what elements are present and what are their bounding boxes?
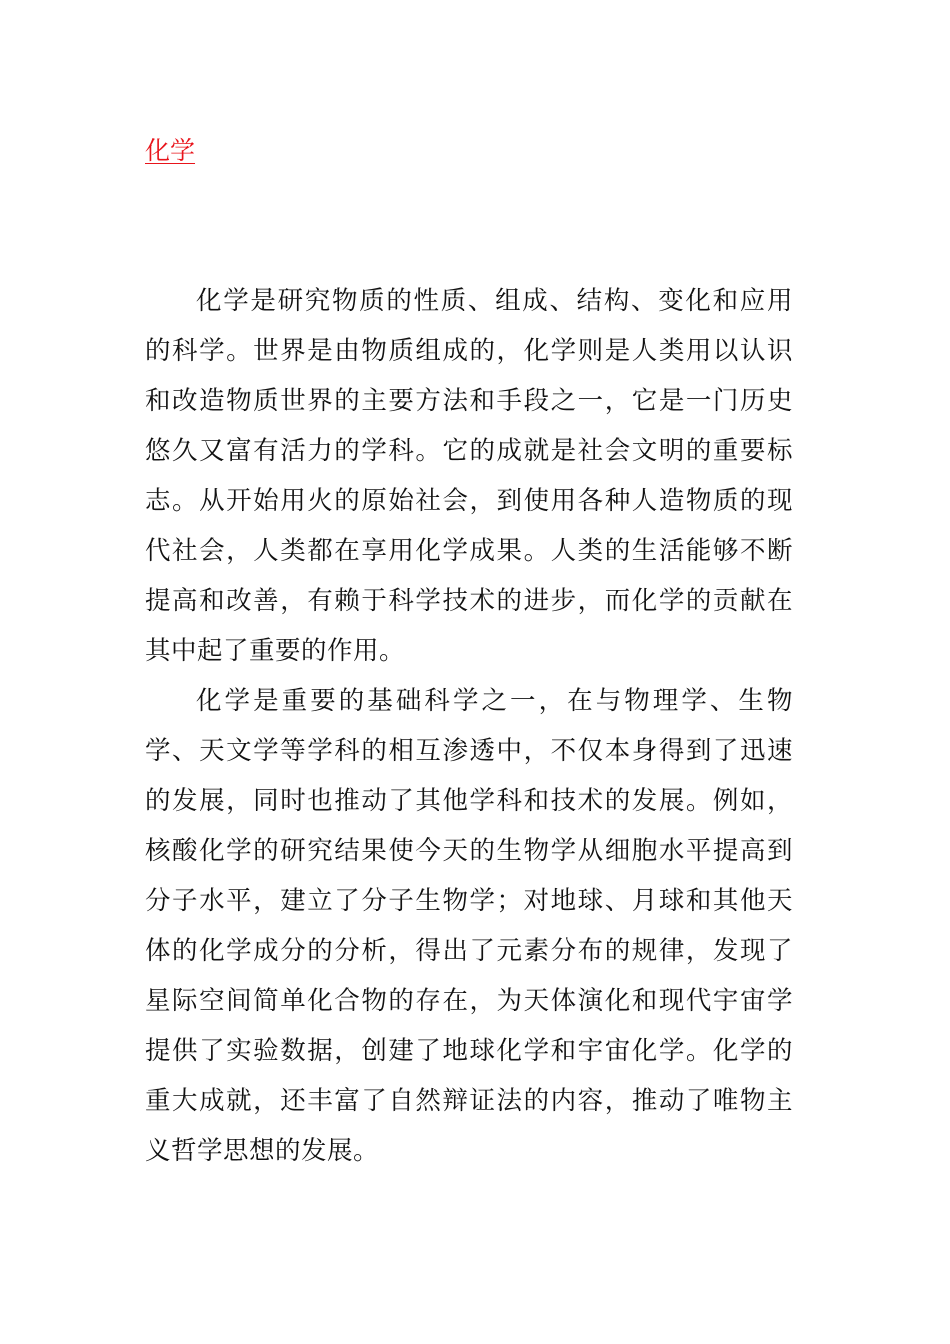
paragraph-1: 化学是研究物质的性质、组成、结构、变化和应用的科学。世界是由物质组成的，化学则是人类用以认识和改造物质世界的主要方法和手段之一，它是一门历史悠久又富有活力的学科。它的成就是社会文明的重要标志。从开始用火的原始社会，到使用各种人造物质的现代社会，人类都在享用化学成果。人类的生活能够不断提高和改善，有赖于科学技术的进步，而化学的贡献在其中起了重要的作用。 [145,286,793,666]
body-text [145,276,793,1176]
title-link[interactable]: 化学 [145,136,196,165]
paragraph-2: 化学是重要的基础科学之一，在与物理学、生物学、天文学等学科的相互渗透中，不仅本身得到了迅速的发展，同时也推动了其他学科和技术的发展。例如，核酸化学的研究结果使今天的生物学从细胞水平提高到分子水平，建立了分子生物学；对地球、月球和其他天体的化学成分的分析，得出了元素分布的规律，发现了星际空间简单化合物的存在，为天体演化和现代宇宙学提供了实验数据，创建了地球化学和宇宙化学。化学的重大成就，还丰富了自然辩证法的内容，推动了唯物主义哲学思想的发展。 [145,686,793,1166]
